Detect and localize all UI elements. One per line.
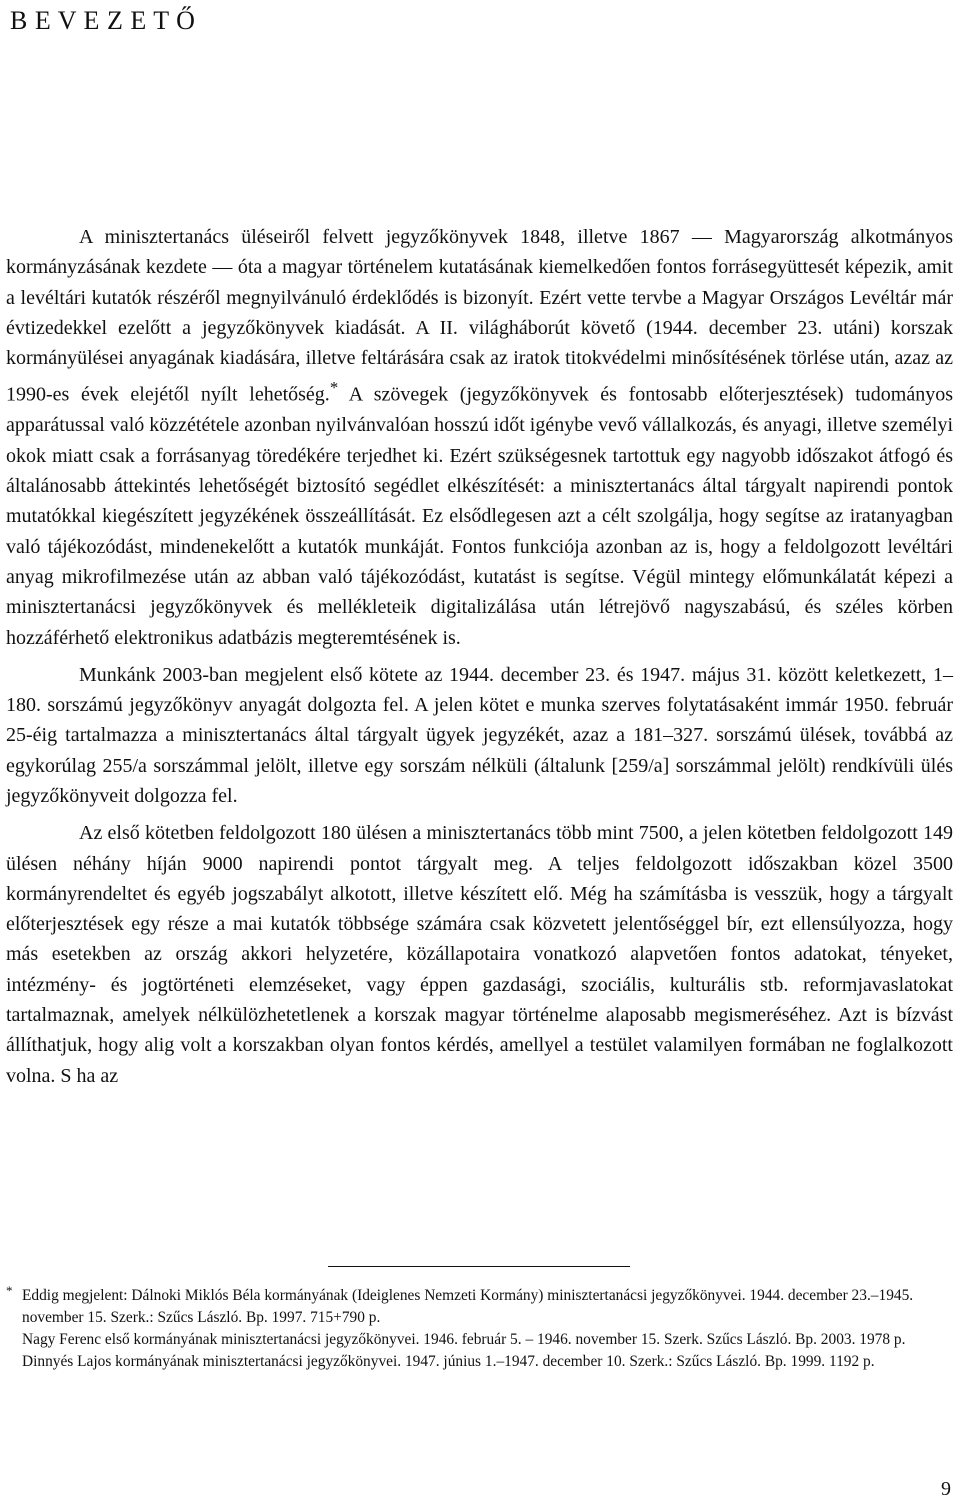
paragraph-intro-text: A minisztertanács üléseiről felvett jegyzőkönyvek 1848, illetve 1867 — Magyarország alkotmányos kormányzásának kezdete — óta a magyar történelem kutatásának kiemelkedően fontos forrásegyüttesét képezik, amit a levéltári kutatók részéről megnyilvánuló érdeklődés is bizonyít. Ezért vette tervbe a Magyar Országos Levéltár már évtizedekkel ezelőtt a jegyzőkönyvek kiadását. A II. világháborút követő (1944. december 23. utáni) korszak kormányülései anyagának kiadására, illetve feltárására csak az iratok titokvédelmi minősítésének törlése után, azaz az 1990-es évek elejétől nyílt lehetőség. bbox=[6, 226, 953, 407]
paragraph-first-volume: Munkánk 2003-ban megjelent első kötete az 1944. december 23. és 1947. május 31. között keletkezett, 1–180. sorszámú jegyzőkönyv anyagát dolgozta fel. A jelen kötet e munka szerves folytatásaként immár 1950. február 25-éig tartalmazza a minisztertanács által tárgyalt ügyek jegyzékét, azaz a 181–327. sorszámú ülések, továbbá az egykorúlag 255/a sorszámmal jelölt, illetve egy sorszám nélküli (általunk [259/a] sorszámmal jelölt) rendkívüli ülés jegyzőkönyveit dolgozza fel. bbox=[6, 663, 953, 807]
footnote-text: Nagy Ferenc első kormányának minisztertanácsi jegyzőkönyvei. 1946. február 5. – 1946. november 15. Szerk. Szűcs László. Bp. 2003. 1978 p. bbox=[22, 1331, 906, 1348]
footnote-reference[interactable]: * bbox=[329, 378, 339, 398]
body-text bbox=[6, 222, 953, 1091]
footnote-divider bbox=[328, 1266, 630, 1267]
footnote-item bbox=[6, 1285, 953, 1329]
footnotes bbox=[6, 1285, 953, 1373]
paragraph-intro-continued: A szövegek (jegyzőkönyvek és fontosabb előterjesztések) tudományos apparátussal való közzététele azonban nyilvánvalóan hosszú időt igénybe vevő vállalkozás, és anyagi, illetve személyi okok miatt csak a forrásanyag töredékére terjedhet ki. Ezért szükségesnek tartottuk egy nagyobb időszakot átfogó és általánosabb áttekintés lehetőségét biztosító segédlet elkészítését: a minisztertanács által tárgyalt napirendi pontok mutatókkal kiegészített jegyzékének összeállítását. Ez elsődlegesen azt a célt szolgálja, hogy segítse az iratanyagban való tájékozódást, mindenekelőtt a kutatók munkáját. Fontos funkciója azonban az is, hogy a feldolgozott levéltári anyag mikrofilmezése után az abban való tájékozódást, kutatást is segítse. Végül mintegy előmunkálatát képezi a minisztertanácsi jegyzőkönyvek és mellékleteik digitalizálása után létrejövő nagyszabású, és széles körben hozzáférhető elektronikus adatbázis megteremtésének is. bbox=[6, 384, 953, 649]
footnote-marker: * bbox=[6, 1283, 13, 1298]
footnote-text: Dinnyés Lajos kormányának minisztertanácsi jegyzőkönyvei. 1947. június 1.–1947. december 10. Szerk.: Szűcs László. Bp. 1999. 1192 p. bbox=[22, 1353, 875, 1370]
footnote-item bbox=[6, 1329, 953, 1351]
footnote-text: Eddig megjelent: Dálnoki Miklós Béla kormányának (Ideiglenes Nemzeti Kormány) minisztertanácsi jegyzőkönyvei. 1944. december 23.–1945. november 15. Szerk.: Szűcs László. Bp. 1997. 715+790 p. bbox=[22, 1287, 914, 1326]
page-number: 9 bbox=[941, 1478, 951, 1500]
paragraph-intro bbox=[6, 222, 953, 653]
paragraph-scope: Az első kötetben feldolgozott 180 ülésen a minisztertanács több mint 7500, a jelen kötetben feldolgozott 149 ülésen néhány híján 9000 napirendi pontot tárgyalt meg. A teljes feldolgozott időszakban közel 3500 kormányrendeltet és egyéb jogszabályt alkotott, illetve készített elő. Még ha számításba is vesszük, hogy a tárgyalt előterjesztések egy része a mai kutatók többsége számára csak közvetett jelentőséggel bír, ezt ellensúlyozza, hogy más esetekben az ország akkori helyzetére, közállapotaira vonatkozó alapvetően fontos adatokat, tényeket, intézmény- és jogtörténeti elemzéseket, vagy éppen gazdasági, szociális, kulturális stb. reformjavaslatokat tartalmaznak, amelyek nélkülözhetetlenek a korszak magyar történelme alaposabb megismeréséhez. Azt is bízvást állíthatjuk, hogy alig volt a korszakban olyan fontos kérdés, amellyel a testület valamilyen formában ne foglalkozott volna. S ha az bbox=[6, 822, 953, 1087]
page-title: B E V E Z E T Ő bbox=[10, 6, 196, 35]
footnote-item bbox=[6, 1351, 953, 1373]
